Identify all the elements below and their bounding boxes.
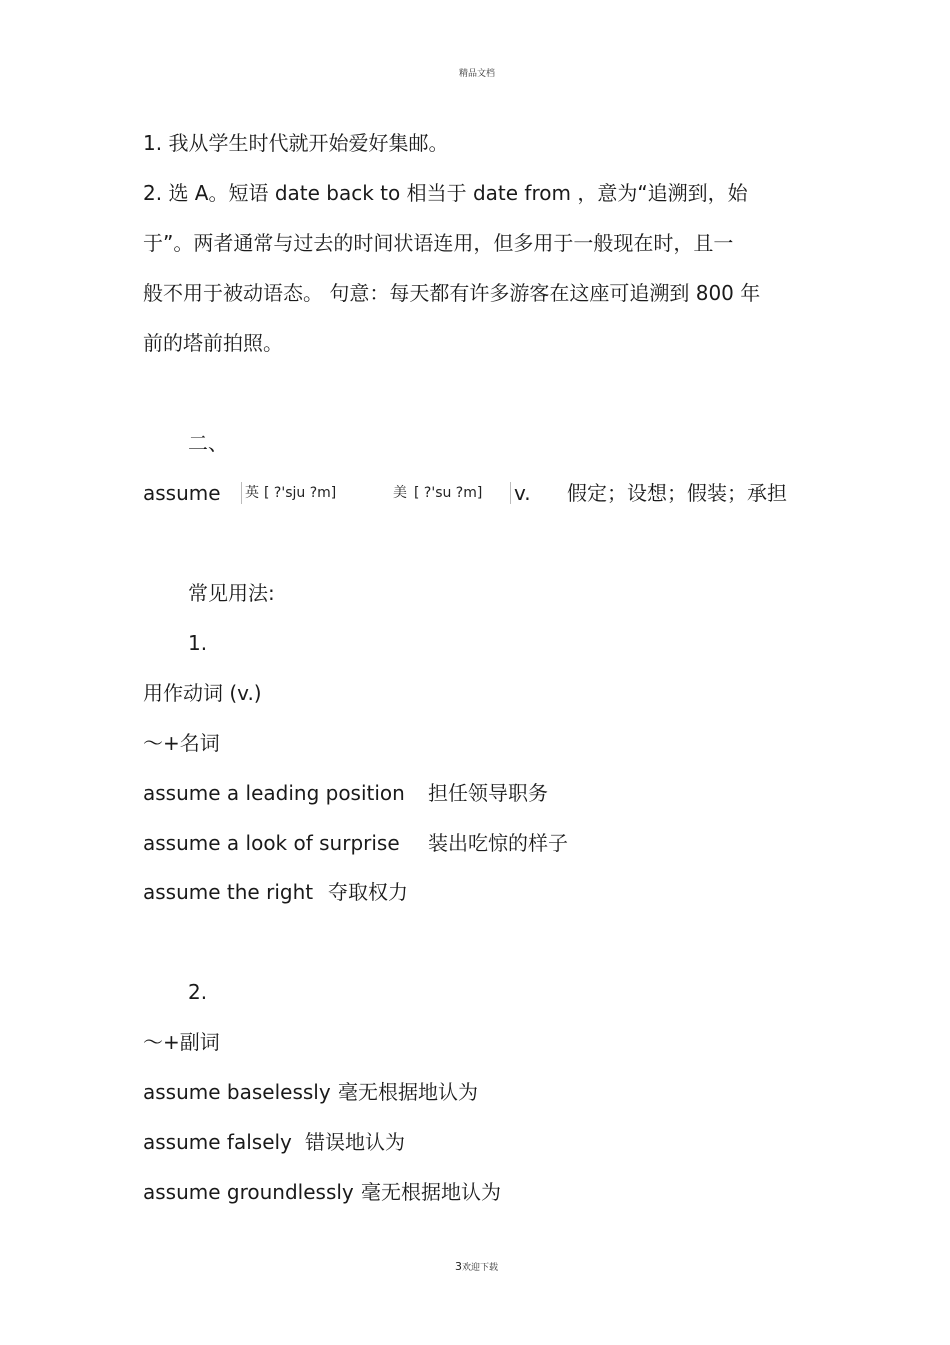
entry-divider [510,482,511,504]
usage-2-number: 2. [188,980,208,1004]
answer-item-1: 1. 我从学生时代就开始爱好集邮。 [143,131,449,155]
uk-phonetic: [ ?'sju ?m] [264,485,337,501]
page-header: 精品文档 [459,69,496,79]
entry-divider [241,482,242,504]
usage-1-title: 用作动词 (v.) [143,681,262,705]
example-cn: 毫无根据地认为 [338,1080,478,1104]
example-cn: 夺取权力 [328,880,408,904]
entry-meaning: 假定；设想；假装；承担 [567,481,787,505]
answer-item-2-line-1: 2. 选 A。短语 date back to 相当于 date from ，意为“追溯到，始 [143,181,748,205]
usage-2-pattern: ～+副词 [143,1030,220,1054]
footer-text: 欢迎下载 [462,1263,499,1273]
example-en: assume the right [143,880,314,904]
answer-item-2-line-2: 于”。两者通常与过去的时间状语连用，但多用于一般现在时，且一 [143,231,734,255]
usage-1-pattern: ～+名词 [143,731,220,755]
us-phonetic: [ ?'su ?m] [414,485,483,501]
part-of-speech: v. [514,481,531,505]
example-cn: 错误地认为 [305,1130,405,1154]
section-heading: 二、 [188,431,228,455]
answer-item-2-line-4: 前的塔前拍照。 [143,331,283,355]
page-footer [455,1260,498,1275]
usage-title: 常见用法: [188,581,275,605]
example-en: assume falsely [143,1130,292,1154]
uk-label: 英 [245,485,259,501]
usage-1-number: 1. [188,631,208,655]
example-en: assume groundlessly [143,1180,354,1204]
example-en: assume baselessly [143,1080,331,1104]
page-number: 3 [455,1260,462,1273]
us-label: 美 [393,485,407,501]
answer-item-2-line-3: 般不用于被动语态。 句意：每天都有许多游客在这座可追溯到 800 年 [143,281,761,305]
entry-word: assume [143,481,221,505]
example-cn: 担任领导职务 [428,781,548,805]
example-cn: 装出吃惊的样子 [428,831,568,855]
example-en: assume a leading position [143,781,405,805]
example-cn: 毫无根据地认为 [361,1180,501,1204]
example-en: assume a look of surprise [143,831,400,855]
